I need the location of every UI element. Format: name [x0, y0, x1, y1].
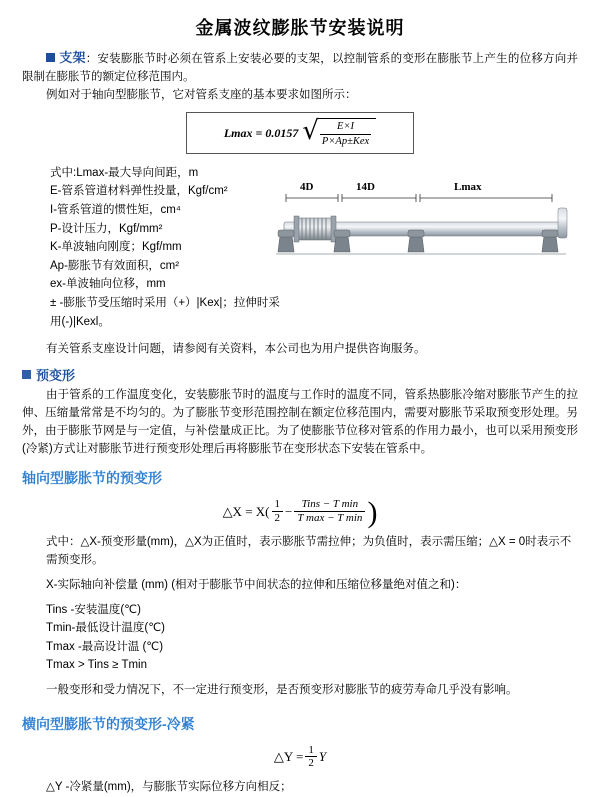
section-axial-heading: 轴向型膨胀节的预变形 [22, 470, 162, 487]
list-item: Ap-膨胀节有效面积，cm² [50, 259, 180, 272]
blue-square-bullet-icon [46, 53, 55, 62]
list-item: 式中:Lmax-最大导向间距，m [50, 166, 199, 179]
list-item: E-管系管道材料弹性投量，Kgf/cm² [50, 185, 228, 198]
equation-lateral-half-den: 2 [308, 757, 314, 770]
list-item: P-设计压力，Kgf/mm² [50, 222, 163, 235]
figure-label-4d: 4D [300, 180, 314, 193]
section-predeform-heading: 预变形 [36, 368, 76, 384]
equation-axial [22, 495, 578, 529]
section-axial-notes [22, 533, 578, 700]
list-item: ± -膨胀节受压缩时采用（+）|Kex|；拉伸时采用(-)|Kexl。 [50, 297, 280, 328]
equation-lateral-lhs: △Y = [273, 748, 304, 764]
section-predeform-para1: 由于管系的工作温度变化，安装膨胀节时的温度与工作时的温度不同，管系热膨胀冷缩对膨胀节产生的拉伸、压缩量常常是不均匀的。为了膨胀节变形范围控制在额定位移范围内，需要对膨胀节采取预变形处理。另外，由于膨胀节网是与一定值，与补偿量成正比。为了使膨胀节位移对管系的作用力最小，也可以采用预变形(冷紧)方式让对膨胀节进行预变形处理后再将膨胀节在变形状态下安装在管系中。 [22, 389, 578, 455]
equation-lateral-half [305, 744, 317, 770]
list-item: K-单波轴向刚度；Kgf/mm [50, 241, 182, 254]
equation-lateral [22, 744, 578, 770]
legend-list [22, 160, 284, 336]
blue-square-bullet-icon [22, 370, 31, 379]
list-item: △Y -冷紧量(mm)，与膨胀节实际位移方向相反； [46, 780, 292, 793]
section-lateral-heading: 横向型膨胀节的预变形-冷紧 [22, 715, 195, 732]
section-support-heading: 支架 [59, 50, 86, 65]
equation-axial-half-num: 1 [272, 498, 284, 512]
section-lateral-notes [22, 778, 578, 797]
axial-expansion-joint-piping-diagram [276, 178, 576, 298]
formula-lmax-lhs: Lmax = 0.0157 [223, 125, 299, 140]
equation-axial-ratio-num: Tins − T min [294, 498, 365, 512]
document-body [0, 48, 600, 797]
legend-figure-row [22, 160, 578, 336]
equation-axial-half-den: 2 [274, 512, 280, 525]
equation-axial-half [272, 498, 284, 524]
list-item: Tmax > Tins ≥ Tmin [46, 659, 147, 672]
figure-label-lmax: Lmax [454, 180, 482, 193]
equation-lateral-half-num: 1 [305, 744, 317, 758]
contact-paragraph: 有关管系支座设计问题，请参阅有关资料，本公司也为用户提供咨询服务。 [46, 343, 426, 356]
section-support-para1: 支架：安装膨胀节时必须在管系上安装必要的支架，以控制管系的变形在膨胀节上产生的位移方向并限制在膨胀节的额定位移范围内。 [22, 50, 578, 83]
section-predeform-heading-row [22, 365, 578, 384]
list-item: 一般变形和受力情况下，不一定进行预变形，是否预变形对膨胀节的疲劳寿命几乎没有影响。 [46, 684, 518, 697]
radical-sign-icon: √ [302, 116, 319, 147]
list-item: Tmax -最高设计温 (℃) [46, 640, 164, 653]
list-item: Tmin-最低设计温度(℃) [46, 622, 165, 635]
section-support-para2: 例如对于轴向型膨胀节，它对管系支座的基本要求如图所示： [46, 88, 357, 101]
section-support-text1: 安装膨胀节时必须在管系上安装必要的支架，以控制管系的变形在膨胀节上产生的位移方向并限制在膨胀节的额定位移范围内。 [22, 53, 578, 83]
equation-axial-minus: − [285, 503, 293, 519]
formula-numerator: E×I [320, 120, 371, 134]
equation-axial-ratio-den: T max − T min [297, 512, 363, 525]
list-item: Tins -安装温度(℃) [46, 603, 141, 616]
list-item: X-实际轴向补偿量 (mm) (相对于膨胀节中间状态的拉伸和压缩位移量绝对值之和)： [46, 578, 467, 591]
document-page [0, 14, 600, 793]
formula-fraction [320, 120, 371, 147]
list-item: ex-单波轴向位移，mm [50, 278, 166, 291]
equation-axial-rparen: ) [367, 495, 378, 529]
page-title: 金属波纹膨胀节安装说明 [195, 18, 405, 38]
equation-axial-lhs: △X = X( [222, 503, 270, 519]
list-item: I-管系管道的惯性矩，cm⁴ [50, 203, 181, 216]
figure-label-14d: 14D [356, 180, 375, 193]
equation-axial-ratio [294, 498, 365, 524]
formula-radical [302, 118, 376, 147]
formula-denominator: P×Ap±Kex [321, 135, 370, 147]
list-item: 式中：△X-预变形量(mm)，△X为正值时，表示膨胀节需拉伸；为负值时，表示需压缩；△X = 0时表示不需预变形。 [46, 535, 572, 567]
formula-lmax [186, 112, 414, 153]
equation-lateral-rhs: Y [318, 748, 327, 764]
